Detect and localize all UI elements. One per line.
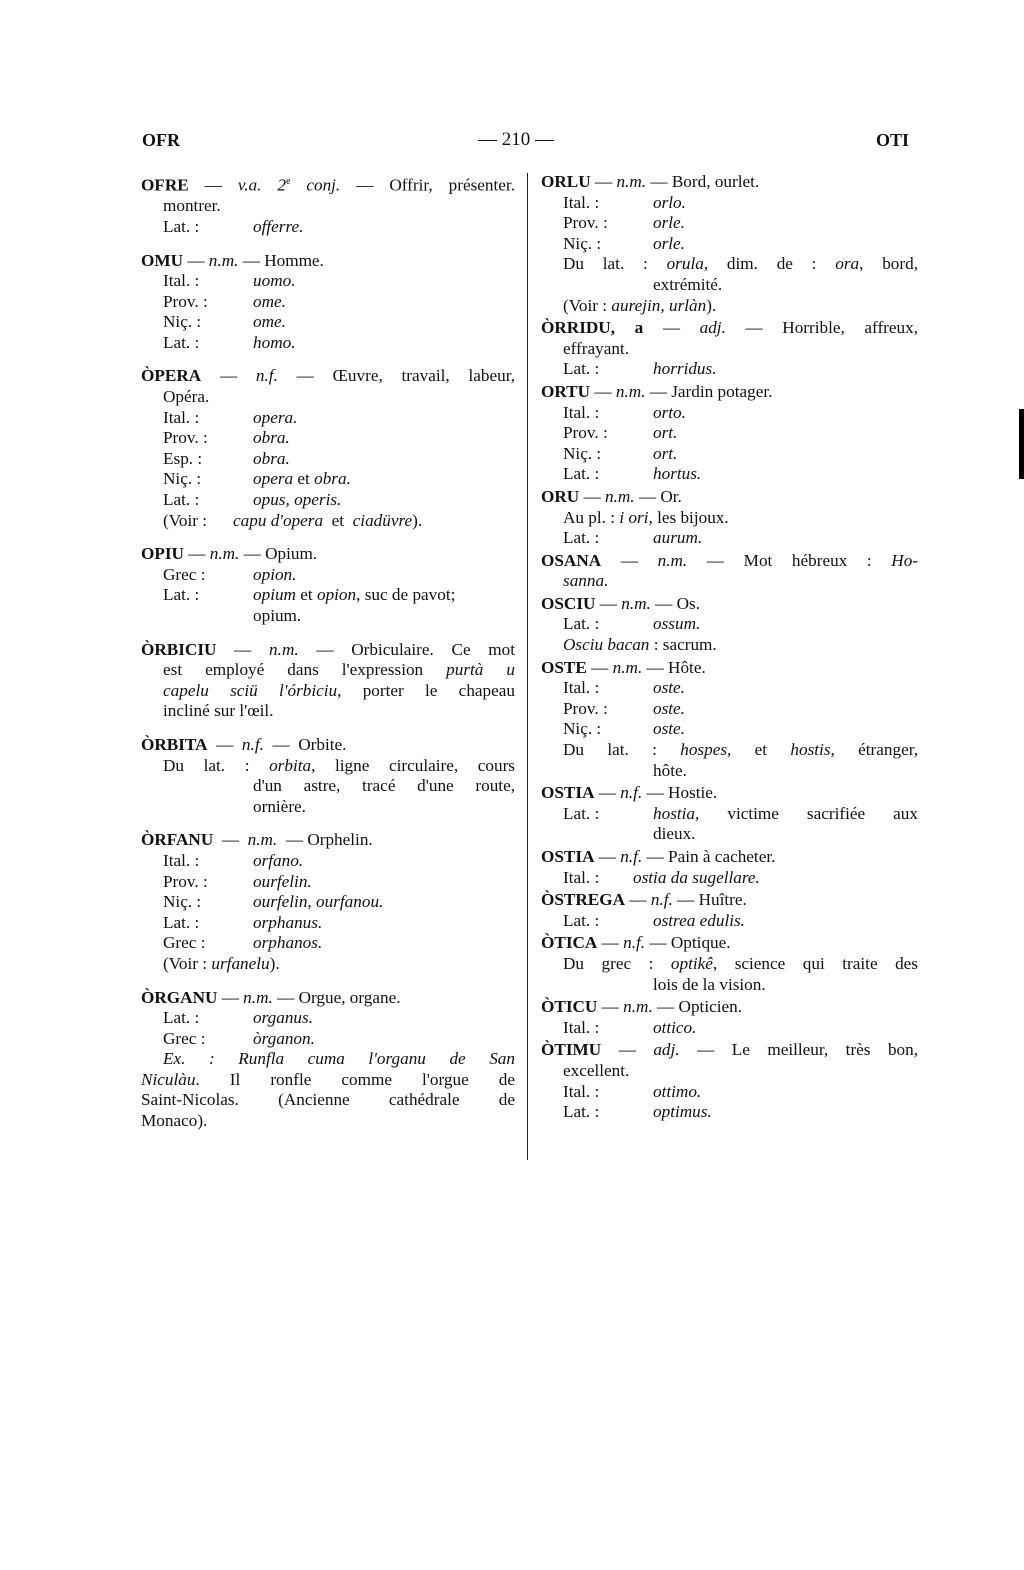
headword: OFRE (141, 175, 189, 195)
headword: ÒRRIDU, a (541, 318, 644, 338)
scan-edge-mark (1019, 409, 1024, 479)
entry-organu: ÒRGANU — n.m. — Orgue, organe. Lat. : organus. Grec : òrganon. Ex. : Runfla cuma l'organu de San Niculàu. Il ronfle comme l'orgue de Saint-Nicolas. (Ancienne cathédrale de Monaco). (141, 987, 515, 1131)
column-divider (527, 173, 528, 1160)
entry-ostia-2: OSTIA — n.f. — Pain à cacheter. Ital. : ostia da sugellare. (541, 847, 776, 887)
headword: ÒRBICIU (141, 639, 217, 659)
entry-orridu: ÒRRIDU, a — adj. — Horrible, affreux, effrayant. Lat. : horridus. (541, 318, 919, 379)
entry-ostrega: ÒSTREGA — n.f. — Huître. Lat. : ostrea edulis. (541, 890, 747, 930)
entry-otimu: ÒTIMU — adj. — Le meilleur, très bon, excellent. Ital. : ottimo. Lat. : optimus. (541, 1040, 919, 1122)
entry-osana: OSANA — n.m. — Mot hébreux : Ho- sanna. (541, 550, 919, 591)
entry-orfanu: ÒRFANU — n.m. — Orphelin. Ital. : orfano. Prov. : ourfelin. Niç. : ourfelin, ourfanou. Lat. : orphanus. Grec : orphanos. (Voir : urfanelu). (141, 830, 384, 973)
headword: ÒPERA (141, 366, 202, 386)
right-column (541, 172, 918, 1123)
entry-oste: OSTE — n.m. — Hôte. Ital. : oste. Prov. : oste. Niç. : oste. Du lat. : hospes, et hostis, étranger, hôte. (541, 657, 919, 780)
entry-ostia-1: OSTIA — n.f. — Hostie. Lat. : hostia, victime sacrifiée aux dieux. (541, 783, 918, 844)
headword: OPIU (141, 544, 184, 564)
headword: OSANA (541, 550, 602, 570)
entry-ortu: ORTU — n.m. — Jardin potager. Ital. : orto. Prov. : ort. Niç. : ort. Lat. : hortus. (541, 381, 773, 484)
headword: OSCIU (541, 593, 596, 613)
headword: ÒTIMU (541, 1040, 602, 1060)
headword: ÒSTREGA (541, 890, 626, 910)
running-head-left: OFR (142, 130, 180, 150)
headword: OSTE (541, 657, 587, 677)
entry-otica: ÒTICA — n.f. — Optique. Du grec : optikê, science qui traite des lois de la vision. (541, 933, 919, 994)
entry-orbita: ÒRBITA — n.f. — Orbite. Du lat. : orbita, ligne circulaire, cours d'un astre, tracé d'une route, ornière. (141, 734, 515, 816)
headword: OSTIA (541, 847, 595, 866)
headword: ÒRBITA (141, 734, 208, 754)
left-column (141, 172, 515, 1132)
entry-orbiciu: ÒRBICIU — n.m. — Orbiculaire. Ce mot est employé dans l'expression purtà u capelu sciü l'órbiciu, porter le chapeau incliné sur l'œil. (141, 639, 516, 721)
headword: OSTIA (541, 783, 595, 803)
running-head-right: OTI (876, 130, 910, 150)
entry-opera: ÒPERA — n.f. — Œuvre, travail, labeur, Opéra. Ital. : opera. Prov. : obra. Esp. : obra. Niç. : opera et obra. Lat. : opus, operis. (Voir : capu d'opera et ciadüvre). (141, 366, 516, 530)
entry-orlu: ORLU — n.m. — Bord, ourlet. Ital. : orlo. Prov. : orle. Niç. : orle. Du lat. : orula, dim. de : ora, bord, extrémité. (Voir : aurejin, urlàn). (541, 172, 919, 315)
entry-oru: ORU — n.m. — Or. Au pl. : i ori, les bijoux. Lat. : aurum. (541, 486, 729, 548)
grammar: v.a. 2 (237, 175, 286, 195)
headword: ÒTICA (541, 933, 598, 953)
headword: ORU (541, 486, 580, 506)
entry-opiu: OPIU — n.m. — Opium. Grec : opion. Lat. : opium et opion, suc de pavot; opium. (141, 544, 456, 626)
headword: OMU (141, 250, 184, 270)
headword: ORTU (541, 381, 591, 401)
page-number: — 210 — (478, 129, 554, 150)
entry-oticu: ÒTICU — n.m. — Opticien. Ital. : ottico. (541, 997, 743, 1037)
headword: ÒRGANU (141, 987, 218, 1007)
headword: ORLU (541, 172, 591, 191)
entry-ofre: OFRE — v.a. 2e conj. — Offrir, présenter. montrer. Lat. : offerre. (141, 175, 515, 236)
entry-osciu: OSCIU — n.m. — Os. Lat. : ossum. Osciu bacan : sacrum. (541, 593, 717, 655)
entry-omu: OMU — n.m. — Homme. Ital. : uomo. Prov. : ome. Niç. : ome. Lat. : homo. (141, 250, 324, 352)
headword: ÒTICU (541, 997, 598, 1017)
headword: ÒRFANU (141, 830, 214, 850)
definition: Offrir, présenter. (389, 175, 515, 195)
